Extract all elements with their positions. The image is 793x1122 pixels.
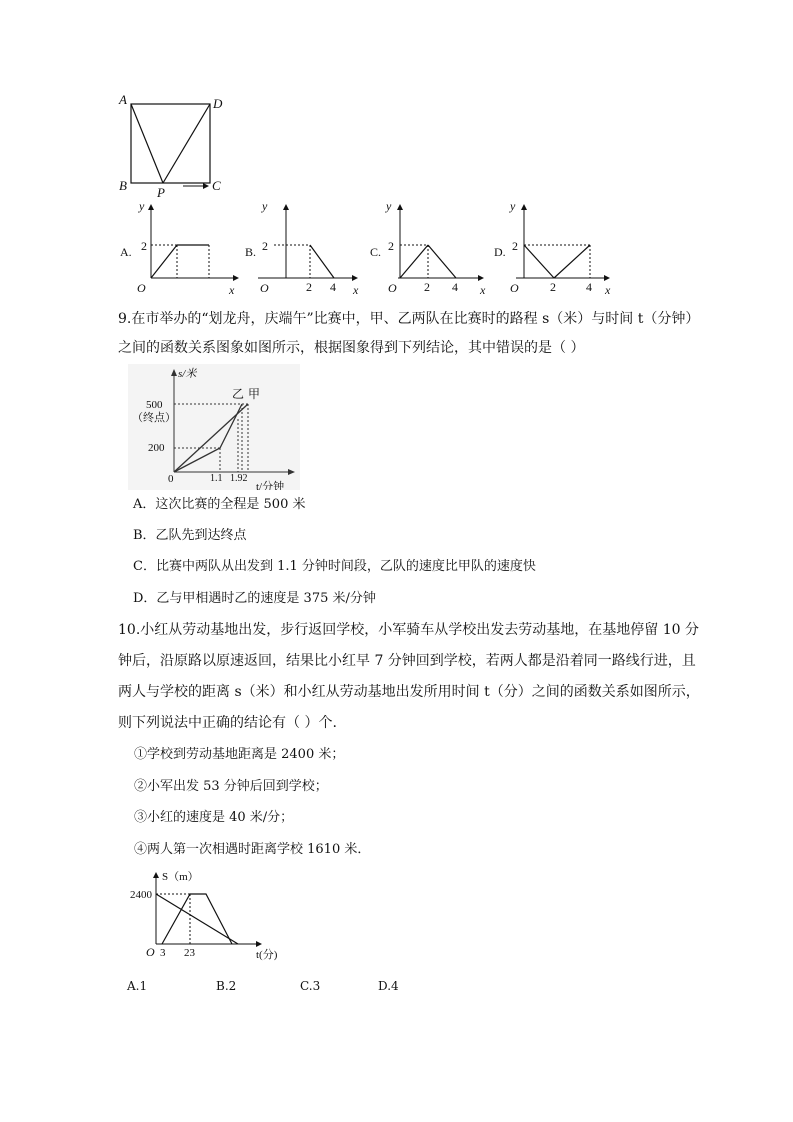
q10-stem-line-3: 两人与学校的距离 s（米）和小红从劳动基地出发所用时间 t（分）之间的函数关系如图所示， xyxy=(118,684,700,700)
q10-stem-line-2: 钟后，沿原路以原速返回，结果比小红早 7 分钟回到学校，若两人都是沿着同一路线行进，且 xyxy=(118,653,696,669)
q9-option-b[interactable]: B．乙队先到达终点 xyxy=(133,528,247,543)
x-axis-label: x xyxy=(229,283,235,297)
label-a: A xyxy=(119,92,127,107)
x-tick-1-92: 1.92 xyxy=(230,473,248,484)
series-line-xiaohong xyxy=(156,894,238,944)
q10-chart xyxy=(128,868,288,964)
series-label-jia: 甲 xyxy=(248,387,261,401)
y-tick-2: 2 xyxy=(141,239,147,253)
series-label-yi: 乙 xyxy=(232,387,245,401)
q10-statement-1: ①学校到劳动基地距离是 2400 米； xyxy=(134,747,345,762)
q10-stem-line-4: 则下列说法中正确的结论有（ ）个. xyxy=(118,715,337,731)
y-axis-label: s/米 xyxy=(178,368,197,380)
label-d: D xyxy=(213,96,223,111)
y-axis-label: y xyxy=(510,199,516,213)
q10-answer-b[interactable]: B.2 xyxy=(216,979,237,993)
q10-statement-4: ④两人第一次相遇时距离学校 1610 米． xyxy=(134,842,371,857)
y-axis-label: y xyxy=(262,199,268,213)
y-tick-2400: 2400 xyxy=(130,889,152,901)
y-axis-label: y xyxy=(139,199,145,213)
q9-stem-line-1: 9.在市举办的“划龙舟，庆端午”比赛中，甲、乙两队在比赛时的路程 s（米）与时间 t（分钟） xyxy=(118,311,700,327)
finish-note: （终点） xyxy=(132,412,176,424)
q9-option-a[interactable]: A．这次比赛的全程是 500 米 xyxy=(133,497,306,512)
y-axis-label: y xyxy=(386,199,392,213)
x-axis-label: t(分) xyxy=(256,949,278,961)
graph-option-a xyxy=(115,198,240,298)
label-b: B xyxy=(119,178,127,193)
x-axis-label: t/分钟 xyxy=(256,481,285,490)
q9-option-c[interactable]: C．比赛中两队从出发到 1.1 分钟时间段，乙队的速度比甲队的速度快 xyxy=(133,559,536,574)
x-axis-label: x xyxy=(480,283,486,297)
x-axis-label: x xyxy=(605,283,611,297)
origin-label: O xyxy=(388,281,397,295)
option-letter: C. xyxy=(370,245,382,259)
x-tick-2: 2 xyxy=(550,280,556,294)
x-tick-1-1: 1.1 xyxy=(210,473,223,484)
q10-statement-2: ②小军出发 53 分钟后回到学校； xyxy=(134,779,328,794)
y-tick-2: 2 xyxy=(512,239,518,253)
q10-answer-a[interactable]: A.1 xyxy=(127,979,148,993)
option-letter: B. xyxy=(245,245,257,259)
y-tick-500: 500 xyxy=(146,399,163,411)
q9-stem-line-2: 之间的函数关系图象如图所示，根据图象得到下列结论，其中错误的是（ ） xyxy=(118,340,585,356)
origin-label: O xyxy=(510,281,519,295)
y-tick-2: 2 xyxy=(262,239,268,253)
graph-option-c xyxy=(368,198,493,298)
x-tick-2: 2 xyxy=(424,280,430,294)
q10-answer-c[interactable]: C.3 xyxy=(300,979,321,993)
q10-stem-line-1: 10.小红从劳动基地出发，步行返回学校，小军骑车从学校出发去劳动基地，在基地停留 10 分 xyxy=(118,622,699,638)
origin-label: O xyxy=(260,281,269,295)
x-tick-4: 4 xyxy=(330,280,336,294)
option-letter: D. xyxy=(494,245,506,259)
q10-statement-3: ③小红的速度是 40 米/分； xyxy=(134,810,294,825)
label-p: P xyxy=(157,185,165,198)
origin-label: O xyxy=(137,281,146,295)
y-tick-200: 200 xyxy=(148,442,165,454)
origin-label: 0 xyxy=(168,473,174,485)
label-c: C xyxy=(212,178,221,193)
graph-option-b xyxy=(240,198,368,298)
x-tick-4: 4 xyxy=(452,280,458,294)
square-figure xyxy=(115,90,230,198)
q9-chart xyxy=(128,364,300,490)
option-letter: A. xyxy=(120,245,132,259)
x-tick-2: 2 xyxy=(306,280,312,294)
q10-answer-d[interactable]: D.4 xyxy=(378,979,399,993)
x-axis-label: x xyxy=(353,283,359,297)
x-tick-23: 23 xyxy=(184,947,195,959)
graph-option-d xyxy=(492,198,620,298)
y-tick-2: 2 xyxy=(388,239,394,253)
y-axis-label: S（m） xyxy=(162,871,199,883)
q9-option-d[interactable]: D．乙与甲相遇时乙的速度是 375 米/分钟 xyxy=(133,591,376,606)
origin-label: O xyxy=(146,945,155,959)
x-tick-4: 4 xyxy=(586,280,592,294)
x-tick-3: 3 xyxy=(160,947,166,959)
